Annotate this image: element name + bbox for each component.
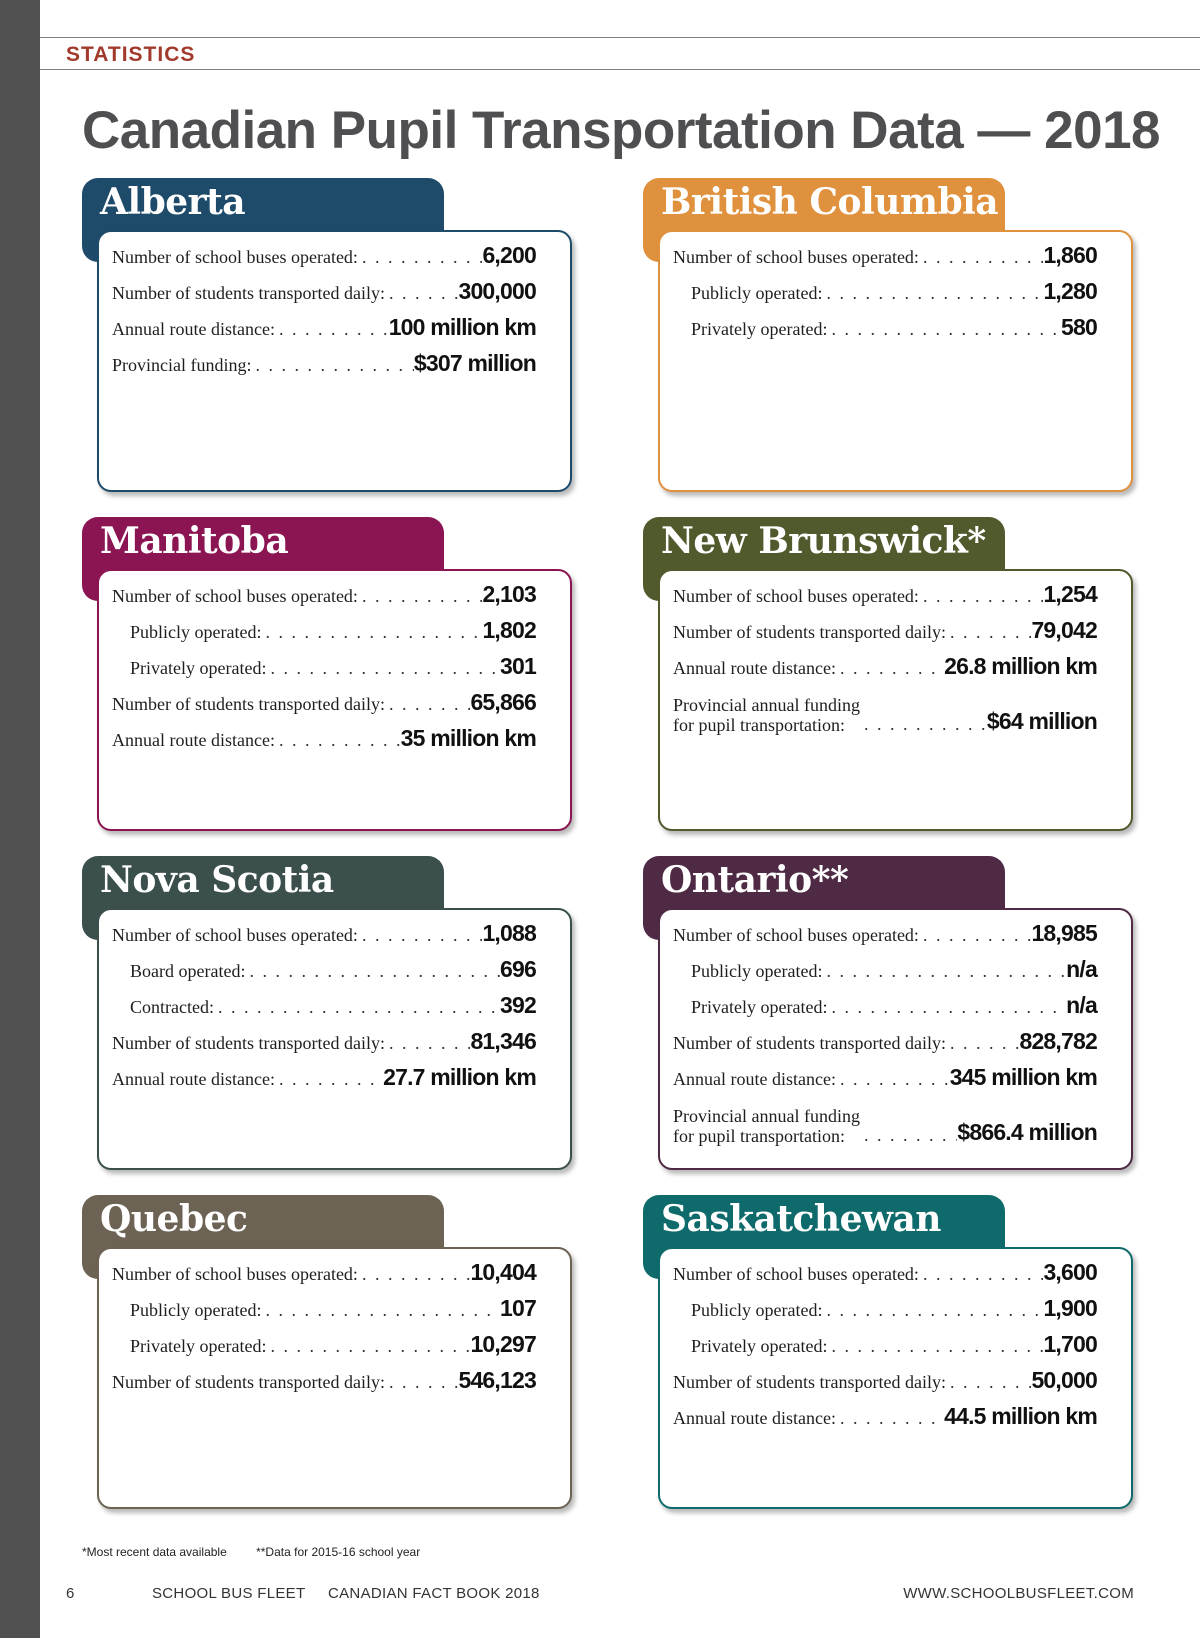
stat-row — [112, 314, 536, 350]
stat-value: 300,000 — [458, 278, 536, 304]
stat-row — [673, 653, 1097, 689]
stat-value: 44.5 million km — [944, 1403, 1097, 1429]
dot-leader — [822, 961, 1066, 982]
dot-leader — [275, 1069, 383, 1090]
stat-label-line2: for pupil transportation: — [673, 1126, 845, 1146]
stat-value: 10,297 — [470, 1331, 536, 1357]
dot-leader — [358, 586, 483, 607]
stat-row — [673, 1331, 1097, 1367]
province-name: Saskatchewan — [661, 1198, 941, 1240]
stat-row — [673, 314, 1097, 350]
province-name: Manitoba — [100, 520, 289, 562]
province-card-saskatchewan — [643, 1195, 1141, 1515]
province-card-alberta — [82, 178, 580, 498]
stat-row — [112, 956, 536, 992]
stat-value: 392 — [500, 992, 536, 1018]
stat-row — [673, 1295, 1097, 1331]
dot-leader — [822, 283, 1043, 304]
stats-box — [658, 230, 1133, 492]
province-card-nova-scotia — [82, 856, 580, 1176]
stat-value: 10,404 — [470, 1259, 536, 1285]
stat-value: 1,254 — [1043, 581, 1097, 607]
stat-label: Number of students transported daily: — [112, 283, 385, 303]
stat-value: 6,200 — [482, 242, 536, 268]
stat-row — [112, 920, 536, 956]
stat-label: Publicly operated: — [691, 1300, 823, 1320]
stat-label: Number of school buses operated: — [673, 925, 919, 945]
stat-label: Contracted: — [130, 997, 214, 1017]
stat-row — [673, 1367, 1097, 1403]
stat-label: Privately operated: — [691, 1336, 828, 1356]
dot-leader — [261, 1300, 500, 1321]
stat-row — [112, 581, 536, 617]
dot-leader — [385, 1372, 459, 1393]
stat-value: 18,985 — [1031, 920, 1097, 946]
dot-leader — [836, 1408, 944, 1429]
stat-row — [673, 278, 1097, 314]
stat-value: 1,900 — [1043, 1295, 1097, 1321]
stat-label: Number of school buses operated: — [673, 1264, 919, 1284]
stat-label: Number of school buses operated: — [112, 247, 358, 267]
stat-value: $866.4 million — [957, 1119, 1097, 1145]
stat-value: 79,042 — [1031, 617, 1097, 643]
stat-value: 3,600 — [1043, 1259, 1097, 1285]
stats-box — [658, 908, 1133, 1170]
dot-leader — [919, 1264, 1044, 1285]
dot-leader — [946, 622, 1031, 643]
stat-label: Number of school buses operated: — [673, 247, 919, 267]
dot-leader — [860, 714, 987, 735]
stat-value: 828,782 — [1019, 1028, 1097, 1054]
stat-value: 81,346 — [470, 1028, 536, 1054]
stat-label-line1: Provincial annual funding — [673, 1106, 860, 1126]
stat-row — [673, 992, 1097, 1028]
stat-label: Publicly operated: — [691, 283, 823, 303]
dot-leader — [946, 1372, 1031, 1393]
stat-value: $64 million — [986, 708, 1097, 734]
dot-leader — [919, 586, 1044, 607]
stat-value: 107 — [500, 1295, 536, 1321]
stat-value: 2,103 — [482, 581, 536, 607]
stat-label: Number of students transported daily: — [673, 1372, 946, 1392]
stat-row — [673, 581, 1097, 617]
stats-box — [658, 569, 1133, 831]
dot-leader — [385, 1033, 470, 1054]
province-name: Ontario** — [661, 859, 849, 901]
section-label: STATISTICS — [66, 43, 196, 66]
stats-box — [97, 569, 572, 831]
page-side-bar — [0, 0, 40, 1638]
stat-row — [112, 689, 536, 725]
province-card-new-brunswick — [643, 517, 1141, 837]
dot-leader — [261, 622, 482, 643]
stat-value: 696 — [500, 956, 536, 982]
stat-label: Annual route distance: — [673, 1408, 836, 1428]
header-rule-bottom — [40, 69, 1200, 70]
stat-row — [112, 242, 536, 278]
stat-label: Privately operated: — [691, 997, 828, 1017]
header-rule-top — [40, 37, 1200, 38]
dot-leader — [266, 1336, 470, 1357]
footer-publication: SCHOOL BUS FLEET — [152, 1585, 306, 1602]
stat-row — [112, 1367, 536, 1403]
stat-row — [112, 1064, 536, 1100]
stat-row — [673, 1259, 1097, 1295]
stat-value: 1,280 — [1043, 278, 1097, 304]
stat-label: Privately operated: — [691, 319, 828, 339]
stats-box — [97, 908, 572, 1170]
stat-label: Publicly operated: — [130, 622, 262, 642]
stat-row — [112, 1295, 536, 1331]
stats-box — [658, 1247, 1133, 1509]
stat-label: Number of school buses operated: — [112, 1264, 358, 1284]
stat-value: 26.8 million km — [944, 653, 1097, 679]
stats-box — [97, 1247, 572, 1509]
stat-label: Annual route distance: — [112, 730, 275, 750]
stat-row — [112, 1259, 536, 1295]
stat-label-line2: for pupil transportation: — [673, 715, 845, 735]
stat-value: 1,700 — [1043, 1331, 1097, 1357]
stat-label: Number of students transported daily: — [673, 1033, 946, 1053]
stat-label: Annual route distance: — [673, 1069, 836, 1089]
stat-row — [673, 1064, 1097, 1100]
footnote-school-year: **Data for 2015-16 school year — [256, 1545, 421, 1559]
page-number: 6 — [66, 1585, 75, 1602]
stat-row — [673, 1028, 1097, 1064]
stat-value: n/a — [1066, 992, 1097, 1018]
stat-label: Number of students transported daily: — [112, 1372, 385, 1392]
stat-value: 546,123 — [458, 1367, 536, 1393]
page-title: Canadian Pupil Transportation Data — 2018 — [82, 101, 1161, 160]
stat-value: 345 million km — [949, 1064, 1097, 1090]
dot-leader — [275, 730, 401, 751]
stat-row — [112, 1331, 536, 1367]
dot-leader — [266, 658, 500, 679]
stat-row — [112, 278, 536, 314]
stat-row — [673, 1100, 1097, 1156]
province-name: New Brunswick* — [661, 520, 986, 562]
stat-row — [112, 725, 536, 761]
stat-label: Publicly operated: — [130, 1300, 262, 1320]
province-card-quebec — [82, 1195, 580, 1515]
dot-leader — [836, 1069, 950, 1090]
dot-leader — [385, 694, 470, 715]
dot-leader — [358, 1264, 471, 1285]
stat-value: 65,866 — [470, 689, 536, 715]
province-name: Quebec — [100, 1198, 248, 1240]
stat-label — [673, 1106, 860, 1146]
stat-value: 580 — [1061, 314, 1097, 340]
stat-row — [673, 956, 1097, 992]
dot-leader — [358, 247, 483, 268]
stat-label: Annual route distance: — [673, 658, 836, 678]
stats-box — [97, 230, 572, 492]
dot-leader — [919, 247, 1044, 268]
stat-row — [112, 992, 536, 1028]
dot-leader — [860, 1125, 957, 1146]
dot-leader — [275, 319, 389, 340]
dot-leader — [827, 1336, 1043, 1357]
stat-row — [673, 242, 1097, 278]
stat-label: Privately operated: — [130, 1336, 267, 1356]
stat-label: Board operated: — [130, 961, 246, 981]
dot-leader — [822, 1300, 1043, 1321]
stat-row — [112, 1028, 536, 1064]
stat-row — [112, 617, 536, 653]
stat-row — [673, 617, 1097, 653]
stat-value: 35 million km — [400, 725, 536, 751]
province-name: Alberta — [100, 181, 246, 223]
stat-label — [673, 695, 860, 735]
stat-row — [673, 689, 1097, 745]
dot-leader — [251, 355, 413, 376]
stat-label: Number of school buses operated: — [112, 586, 358, 606]
footnotes — [82, 1545, 446, 1559]
stat-label: Number of school buses operated: — [112, 925, 358, 945]
stat-label: Number of students transported daily: — [112, 694, 385, 714]
stat-value: 1,802 — [482, 617, 536, 643]
stat-value: 27.7 million km — [383, 1064, 536, 1090]
stat-label: Annual route distance: — [112, 1069, 275, 1089]
dot-leader — [836, 658, 944, 679]
province-card-manitoba — [82, 517, 580, 837]
dot-leader — [919, 925, 1032, 946]
stat-label: Publicly operated: — [691, 961, 823, 981]
footnote-most-recent: *Most recent data available — [82, 1545, 227, 1559]
dot-leader — [245, 961, 500, 982]
stat-value: $307 million — [413, 350, 536, 376]
dot-leader — [827, 319, 1061, 340]
province-name: Nova Scotia — [100, 859, 334, 901]
stat-label: Provincial funding: — [112, 355, 252, 375]
stat-label-line1: Provincial annual funding — [673, 695, 860, 715]
stat-row — [673, 1403, 1097, 1439]
stat-label: Number of students transported daily: — [673, 622, 946, 642]
stat-value: n/a — [1066, 956, 1097, 982]
dot-leader — [385, 283, 459, 304]
stat-row — [673, 920, 1097, 956]
stat-label: Privately operated: — [130, 658, 267, 678]
stat-label: Annual route distance: — [112, 319, 275, 339]
dot-leader — [214, 997, 500, 1018]
stat-value: 50,000 — [1031, 1367, 1097, 1393]
dot-leader — [946, 1033, 1020, 1054]
stat-value: 301 — [500, 653, 536, 679]
footer-website: WWW.SCHOOLBUSFLEET.COM — [903, 1585, 1134, 1602]
province-card-british-columbia — [643, 178, 1141, 498]
stat-label: Number of students transported daily: — [112, 1033, 385, 1053]
stat-label: Number of school buses operated: — [673, 586, 919, 606]
stat-row — [112, 350, 536, 386]
stat-value: 100 million km — [388, 314, 536, 340]
dot-leader — [827, 997, 1066, 1018]
province-name: British Columbia — [661, 181, 999, 223]
footer-book-title: CANADIAN FACT BOOK 2018 — [328, 1585, 540, 1602]
province-card-ontario — [643, 856, 1141, 1176]
stat-row — [112, 653, 536, 689]
stat-value: 1,088 — [482, 920, 536, 946]
dot-leader — [358, 925, 483, 946]
stat-value: 1,860 — [1043, 242, 1097, 268]
